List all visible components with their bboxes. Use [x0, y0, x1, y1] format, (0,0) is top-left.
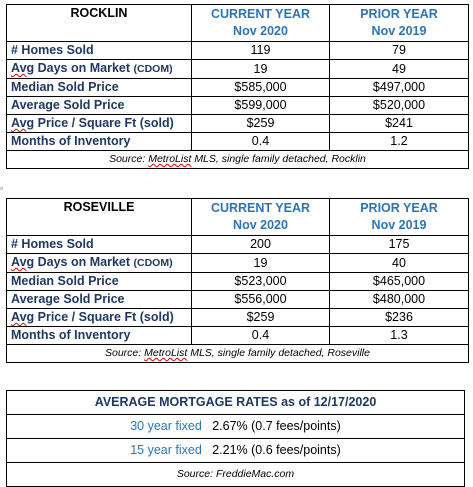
current-year-label: CURRENT YEAR	[210, 7, 311, 21]
mortgage-rate-row	[7, 415, 465, 439]
city-name-text: ROCKLIN	[70, 6, 128, 20]
table-row	[7, 273, 469, 291]
table-header-row	[7, 5, 469, 42]
roseville-rows	[7, 236, 469, 345]
mortgage-rates-table	[6, 390, 465, 487]
mortgage-term: 30 year fixed	[130, 419, 202, 433]
row-label-text	[11, 61, 130, 75]
row-label-text: # Homes Sold	[11, 43, 94, 57]
table-row	[7, 254, 469, 273]
row-label	[7, 97, 192, 115]
prior-value: 49	[330, 60, 469, 79]
prior-value: 1.3	[330, 327, 469, 345]
mortgage-title: AVERAGE MORTGAGE RATES as of 12/17/2020	[7, 391, 465, 415]
table-row	[7, 79, 469, 97]
current-value: 0.4	[192, 327, 330, 345]
city-name	[7, 5, 192, 42]
prior-year-label: PRIOR YEAR	[360, 201, 438, 215]
row-label-text	[11, 255, 130, 269]
table-row	[7, 327, 469, 345]
prior-value: $480,000	[330, 291, 469, 309]
current-value: $523,000	[192, 273, 330, 291]
row-label-text: Average Sold Price	[11, 98, 125, 112]
source-note	[7, 151, 469, 169]
prior-year-label: PRIOR YEAR	[360, 7, 438, 21]
mortgage-term: 15 year fixed	[130, 443, 202, 457]
row-label	[7, 60, 192, 79]
mortgage-rate-15	[7, 439, 465, 463]
row-label-rest: Price / Square Ft (sold)	[34, 116, 174, 130]
table-row	[7, 60, 469, 79]
row-label	[7, 236, 192, 254]
row-label	[7, 273, 192, 291]
current-value: $556,000	[192, 291, 330, 309]
row-label-rest: Days on Market	[34, 255, 131, 269]
mortgage-rate-30	[7, 415, 465, 439]
row-label	[7, 327, 192, 345]
table-row	[7, 309, 469, 327]
city-name	[7, 199, 192, 236]
source-detail: MLS, single family detached, Roseville	[190, 347, 370, 359]
mortgage-title-row	[7, 391, 465, 415]
prior-year-header	[330, 199, 469, 236]
prior-year-header	[330, 5, 469, 42]
mortgage-source: Source: FreddieMac.com	[7, 463, 465, 487]
row-label-text: Months of Inventory	[11, 328, 131, 342]
row-label	[7, 133, 192, 151]
row-label-abbrev: Avg	[11, 255, 35, 269]
mortgage-rate: 2.21% (0.6 fees/points)	[212, 443, 341, 457]
row-label-text: Average Sold Price	[11, 292, 125, 306]
row-label	[7, 254, 192, 273]
current-value: 19	[192, 60, 330, 79]
current-value: 19	[192, 254, 330, 273]
current-month-label: Nov 2020	[233, 218, 288, 232]
source-note	[7, 345, 469, 363]
city-name-text: ROSEVILLE	[63, 200, 135, 214]
prior-value: 79	[330, 42, 469, 60]
prior-value: 40	[330, 254, 469, 273]
row-label-text	[11, 116, 174, 130]
table-row	[7, 291, 469, 309]
row-label-text: Months of Inventory	[11, 134, 131, 148]
source-brand: MetroList	[144, 347, 188, 359]
source-row	[7, 463, 465, 487]
prior-value: 1.2	[330, 133, 469, 151]
current-value: $599,000	[192, 97, 330, 115]
current-value: $259	[192, 115, 330, 133]
prior-value: $520,000	[330, 97, 469, 115]
mortgage-rate-row	[7, 439, 465, 463]
table-header-row	[7, 199, 469, 236]
table-row	[7, 42, 469, 60]
source-prefix: Source:	[109, 153, 146, 165]
source-row	[7, 151, 469, 169]
current-month-label: Nov 2020	[233, 24, 288, 38]
source-brand: MetroList	[148, 153, 192, 165]
row-label-text: Median Sold Price	[11, 274, 119, 288]
current-value: $585,000	[192, 79, 330, 97]
table-row	[7, 97, 469, 115]
current-value: 0.4	[192, 133, 330, 151]
current-year-label: CURRENT YEAR	[210, 201, 311, 215]
rocklin-table	[6, 4, 469, 169]
row-label-rest: Days on Market	[34, 61, 131, 75]
table-row	[7, 236, 469, 254]
row-label-text: Median Sold Price	[11, 80, 119, 94]
row-label	[7, 42, 192, 60]
table-row	[7, 133, 469, 151]
prior-value: $241	[330, 115, 469, 133]
row-label-text	[11, 310, 174, 324]
source-row	[7, 345, 469, 363]
prior-value: $497,000	[330, 79, 469, 97]
prior-value: 175	[330, 236, 469, 254]
row-label-note: (CDOM)	[133, 63, 173, 75]
row-label	[7, 79, 192, 97]
row-label-abbrev: Avg	[11, 116, 35, 130]
rocklin-rows	[7, 42, 469, 151]
table-row	[7, 115, 469, 133]
row-label	[7, 115, 192, 133]
current-value: 119	[192, 42, 330, 60]
row-label	[7, 291, 192, 309]
row-label-text: # Homes Sold	[11, 237, 94, 251]
roseville-table	[6, 198, 469, 363]
row-label-note: (CDOM)	[133, 257, 173, 269]
current-value: 200	[192, 236, 330, 254]
row-label-abbrev: Avg	[11, 310, 35, 324]
prior-month-label: Nov 2019	[371, 218, 427, 232]
row-label-rest: Price / Square Ft (sold)	[34, 310, 174, 324]
mortgage-rate: 2.67% (0.7 fees/points)	[212, 419, 341, 433]
paragraph-marker: ▫	[0, 183, 4, 193]
current-value: $259	[192, 309, 330, 327]
prior-value: $465,000	[330, 273, 469, 291]
current-year-header	[192, 199, 330, 236]
row-label-abbrev: Avg	[11, 61, 35, 75]
source-prefix: Source:	[105, 347, 142, 359]
current-year-header	[192, 5, 330, 42]
row-label	[7, 309, 192, 327]
source-detail: MLS, single family detached, Rocklin	[194, 153, 366, 165]
prior-value: $236	[330, 309, 469, 327]
prior-month-label: Nov 2019	[371, 24, 427, 38]
